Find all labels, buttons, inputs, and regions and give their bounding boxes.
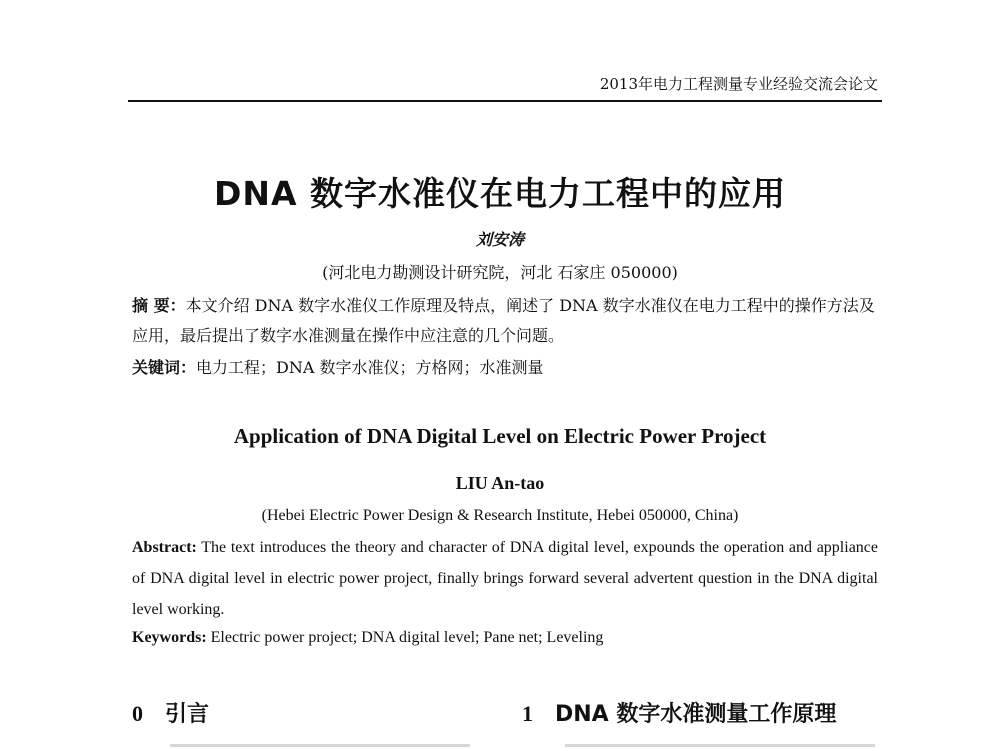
cut-off-text-line-right [565, 744, 875, 747]
section-heading-1 [522, 697, 836, 728]
section-0-number: 0 [132, 701, 143, 726]
abstract-en-text: The text introduces the theory and character of DNA digital level, expounds the operation and appliance of DNA digital level in electric power project, finally brings forward several advertent question in the DNA digital level working. [132, 539, 878, 618]
section-1-number: 1 [522, 701, 533, 726]
section-1-title: DNA 数字水准测量工作原理 [555, 702, 837, 727]
abstract-cn [132, 291, 880, 351]
keywords-en [132, 629, 878, 647]
section-heading-0 [132, 697, 209, 728]
section-0-title: 引言 [165, 702, 210, 727]
abstract-en [132, 532, 878, 625]
affiliation-en: (Hebei Electric Power Design & Research Institute, Hebei 050000, China) [261, 507, 739, 524]
running-header: 2013年电力工程测量专业经验交流会论文 [599, 75, 878, 93]
abstract-cn-label: 摘 要： [132, 296, 186, 315]
paper-title-cn: DNA 数字水准仪在电力工程中的应用 [213, 174, 787, 213]
keywords-cn-text: 电力工程；DNA 数字水准仪；方格网；水准测量 [196, 358, 544, 377]
author-en: LIU An-tao [455, 473, 545, 493]
affiliation-cn: (河北电力勘测设计研究院，河北 石家庄 050000) [322, 263, 678, 282]
keywords-en-label: Keywords: [132, 629, 207, 646]
keywords-cn-label: 关键词： [132, 358, 197, 377]
keywords-en-text: Electric power project; DNA digital level; Pane net; Leveling [210, 629, 604, 646]
cut-off-text-line-left [170, 744, 470, 747]
abstract-en-label: Abstract: [132, 539, 197, 556]
abstract-cn-text: 本文介绍 DNA 数字水准仪工作原理及特点，阐述了 DNA 数字水准仪在电力工程中的操作方法及应用，最后提出了数字水准测量在操作中应注意的几个问题。 [132, 296, 875, 345]
author-cn: 刘安涛 [475, 230, 524, 249]
paper-title-en: Application of DNA Digital Level on Electric Power Project [233, 424, 767, 448]
header-rule [128, 100, 882, 102]
keywords-cn [132, 355, 880, 378]
